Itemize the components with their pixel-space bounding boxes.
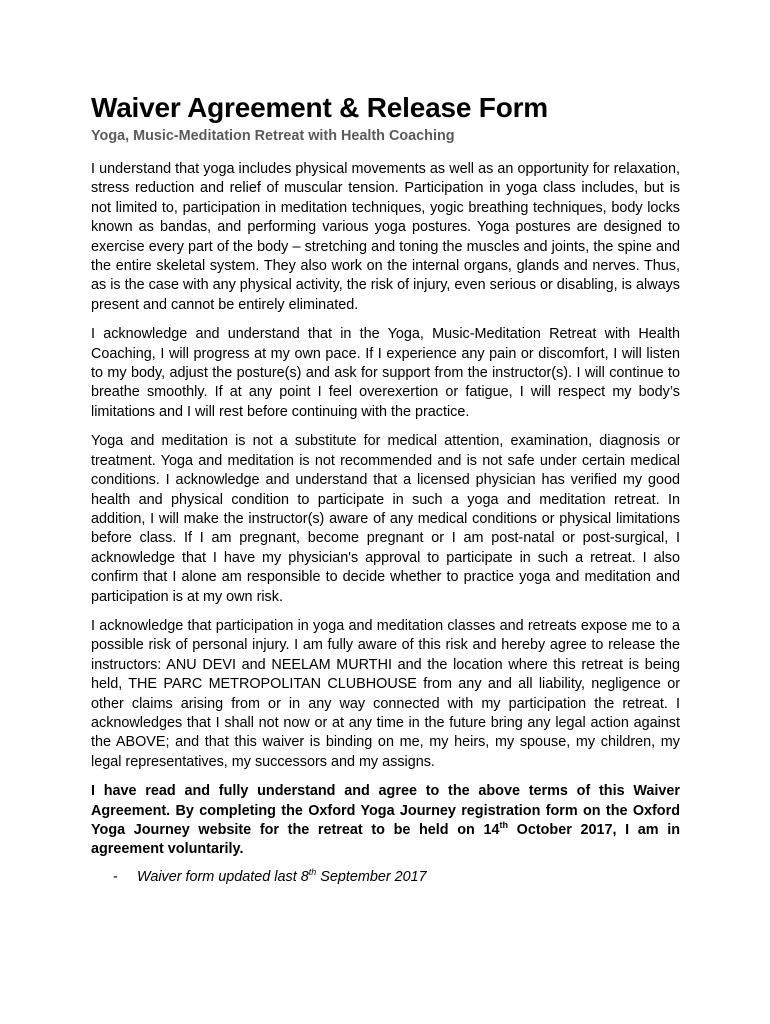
paragraph-release-of-liability: I acknowledge that participation in yoga and meditation classes and retreats expose me to a possible risk of personal injury. I am fully aware of this risk and hereby agree to release the instructors: ANU DEVI and NEELAM MURTHI and the location where this retreat is being held, THE PARC METROPOLITAN CLUBHOUSE from any and all liability, negligence or other claims arising from or in any way connected with my participation the retreat. I acknowledges that I shall not now or at any time in the future bring any legal action against the ABOVE; and that this waiver is binding on me, my heirs, my spouse, my children, my legal representatives, my successors and my assigns.	[91, 617, 680, 770]
update-note-before: Waiver form updated last 8	[137, 868, 309, 885]
agreement-text-after: October 2017, I am in agreement voluntarily.	[91, 822, 680, 858]
document-title: Waiver Agreement & Release Form	[91, 92, 549, 123]
paragraph-medical-disclaimer: Yoga and meditation is not a substitute for medical attention, examination, diagnosis or treatment. Yoga and meditation is not recommended and is not safe under certain medical conditions. I acknowledge and understand that a licensed physician has verified my good health and physical condition to participate in such a yoga and meditation retreat. In addition, I will make the instructor(s) aware of any medical conditions or physical limitations before class. If I am pregnant, become pregnant or I am post-natal or post-surgical, I acknowledge that I have my physician's approval to participate in such a retreat. I also confirm that I alone am responsible to decide whether to practice yoga and meditation and participation is at my own risk.	[91, 433, 680, 605]
document-subtitle: Yoga, Music-Meditation Retreat with Health Coaching	[91, 128, 455, 144]
waiver-document	[91, 92, 680, 887]
paragraph-own-pace: I acknowledge and understand that in the Yoga, Music-Meditation Retreat with Health Coaching, I will progress at my own pace. If I experience any pain or discomfort, I will listen to my body, adjust the posture(s) and ask for support from the instructor(s). I will continue to breathe smoothly. If at any point I feel overexertion or fatigue, I will respect my body’s limitations and I will rest before continuing with the practice.	[91, 326, 680, 420]
update-note-text	[137, 868, 427, 887]
update-note-ordinal-suffix: th	[308, 867, 317, 878]
paragraph-yoga-description: I understand that yoga includes physical movements as well as an opportunity for relaxation, stress reduction and relief of muscular tension. Participation in yoga class includes, but is not limited to, participation in meditation techniques, yogic breathing techniques, body locks known as bandas, and performing various yoga postures. Yoga postures are designed to exercise every part of the body – stretching and toning the muscles and joints, the spine and the entire skeletal system. They also work on the internal organs, glands and nerves. Thus, as is the case with any physical activity, the risk of injury, even serious or disabling, is always present and cannot be entirely eliminated.	[91, 161, 680, 313]
update-note-after: September 2017	[316, 868, 427, 885]
agreement-ordinal-suffix: th	[499, 820, 508, 831]
agreement-statement	[91, 782, 680, 860]
agreement-text-before: I have read and fully understand and agree to the above terms of this Waiver Agreement. By completing the Oxford Yoga Journey registration form on the Oxford Yoga Journey website for the retreat to be held on 14	[91, 783, 680, 838]
update-note	[91, 868, 680, 887]
list-dash: -	[113, 868, 118, 885]
